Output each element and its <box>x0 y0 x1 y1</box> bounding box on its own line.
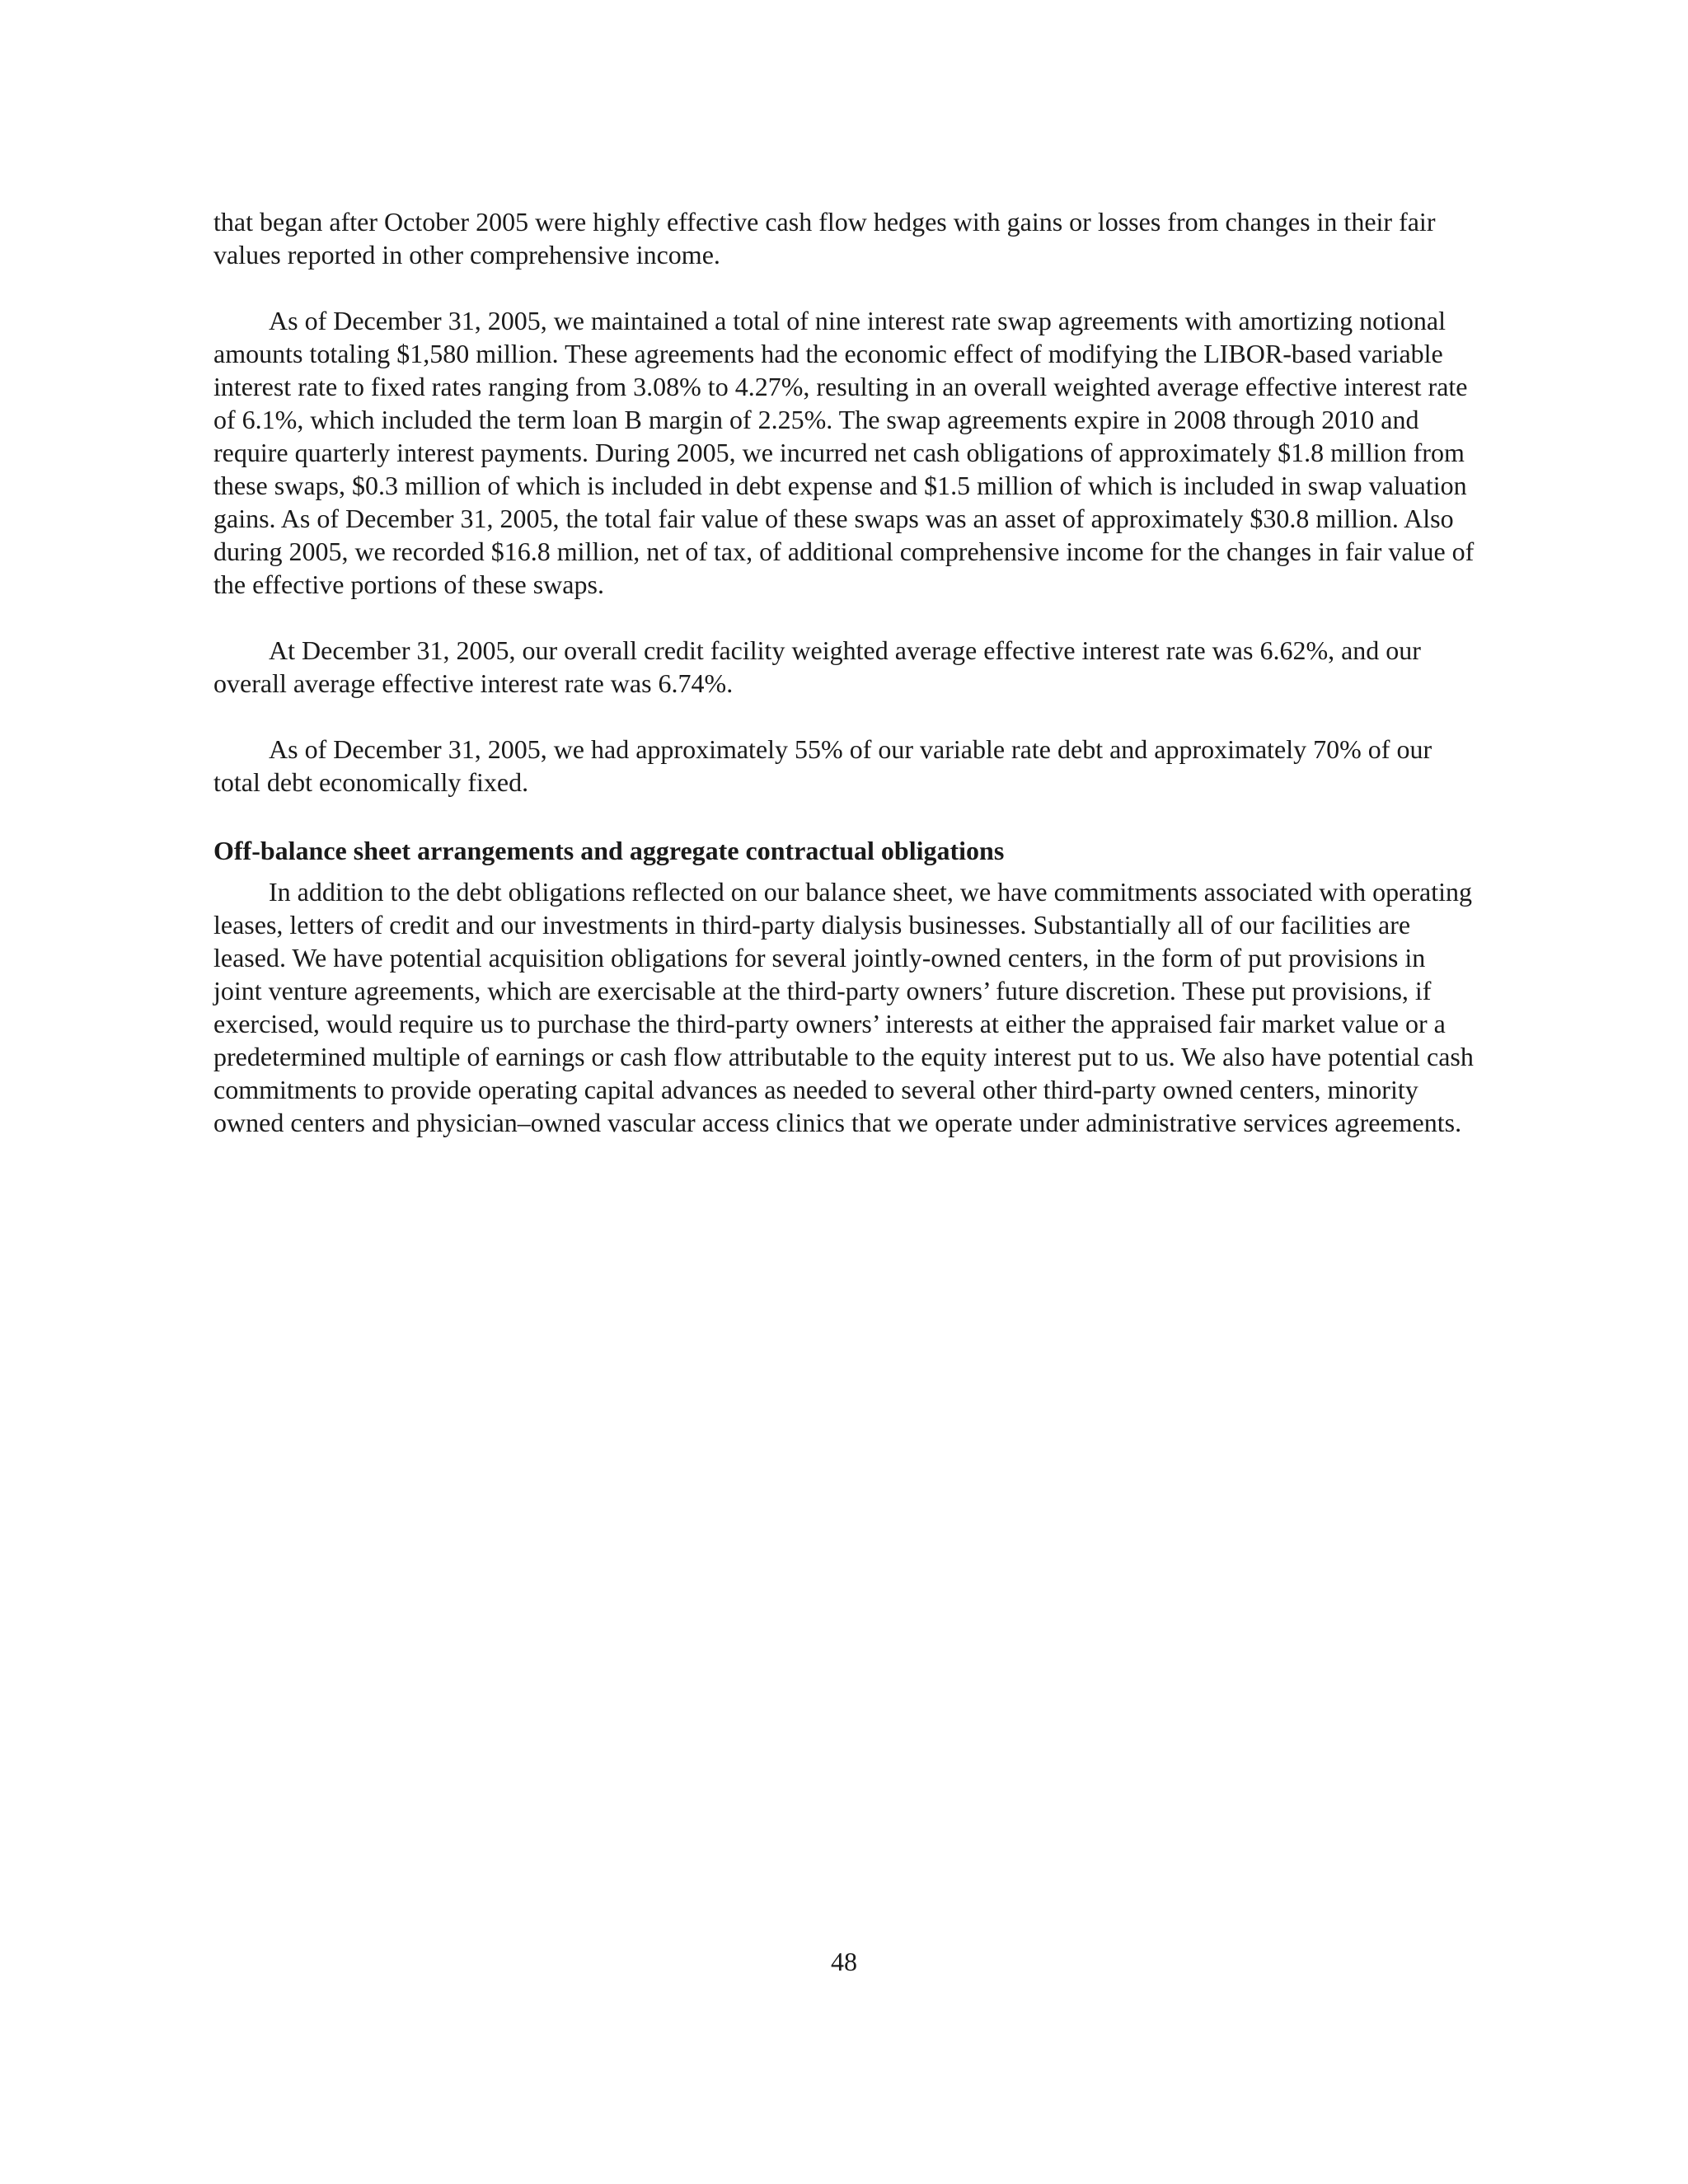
paragraph-effective-interest-rate: At December 31, 2005, our overall credit facility weighted average effective interest rate was 6.62%, and our overall average effective interest rate was 6.74%. <box>213 635 1421 698</box>
paragraph-fixed-debt-ratio: As of December 31, 2005, we had approximately 55% of our variable rate debt and approximately 70% of our total debt economically fixed. <box>213 734 1432 797</box>
page-number: 48 <box>831 1947 857 1976</box>
paragraph-interest-rate-swaps: As of December 31, 2005, we maintained a total of nine interest rate swap agreements with amortizing notional amounts totaling $1,580 million. These agreements had the economic effect of modifying the LIBOR-based variable interest rate to fixed rates ranging from 3.08% to 4.27%, resulting in an overall weighted average effective interest rate of 6.1%, which included the term loan B margin of 2.25%. The swap agreements expire in 2008 through 2010 and require quarterly interest payments. During 2005, we incurred net cash obligations of approximately $1.8 million from these swaps, $0.3 million of which is included in debt expense and $1.5 million of which is included in swap valuation gains. As of December 31, 2005, the total fair value of these swaps was an asset of approximately $30.8 million. Also during 2005, we recorded $16.8 million, net of tax, of additional comprehensive income for the changes in fair value of the effective portions of these swaps. <box>213 306 1475 599</box>
section-heading-off-balance-sheet: Off-balance sheet arrangements and aggregate contractual obligations <box>213 836 1005 865</box>
page-body <box>213 205 1475 1172</box>
paragraph-hedge-effectiveness: that began after October 2005 were highly effective cash flow hedges with gains or losses from changes in their fair values reported in other comprehensive income. <box>213 207 1436 269</box>
paragraph-off-balance-sheet: In addition to the debt obligations reflected on our balance sheet, we have commitments associated with operating leases, letters of credit and our investments in third-party dialysis businesses. Substantially all of our facilities are leased. We have potential acquisition obligations for several jointly-owned centers, in the form of put provisions in joint venture agreements, which are exercisable at the third-party owners’ future discretion. These put provisions, if exercised, would require us to purchase the third-party owners’ interests at either the appraised fair market value or a predetermined multiple of earnings or cash flow attributable to the equity interest put to us. We also have potential cash commitments to provide operating capital advances as needed to several other third-party owned centers, minority owned centers and physician–owned vascular access clinics that we operate under administrative services agreements. <box>213 877 1474 1137</box>
